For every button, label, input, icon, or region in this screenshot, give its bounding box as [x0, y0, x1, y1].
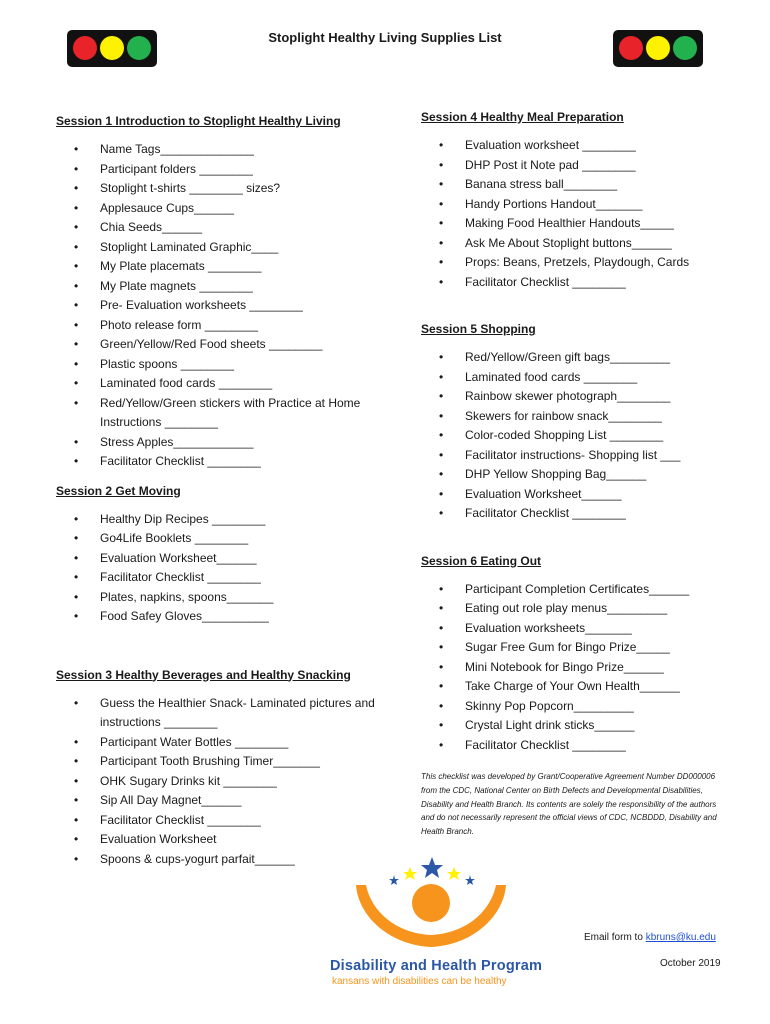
list-item: • Participant Water Bottles ________	[56, 733, 386, 753]
list-item: • Facilitator Checklist ________	[56, 452, 386, 472]
list-item: • Crystal Light drink sticks______	[421, 716, 741, 736]
list-item: • Banana stress ball________	[421, 175, 741, 195]
list-item: • Laminated food cards ________	[421, 368, 741, 388]
stoplight-icon-right	[613, 30, 703, 67]
supply-list	[421, 580, 741, 756]
logo-program-name: Disability and Health Program	[330, 958, 543, 974]
list-item: • Props: Beans, Pretzels, Playdough, Cards	[421, 253, 741, 273]
list-item: • Color-coded Shopping List ________	[421, 426, 741, 446]
list-item: • Handy Portions Handout_______	[421, 195, 741, 215]
session-6	[421, 554, 741, 756]
left-column	[56, 114, 386, 869]
list-item: • My Plate magnets ________	[56, 277, 386, 297]
list-item: • Laminated food cards ________	[56, 374, 386, 394]
email-line	[584, 932, 716, 943]
list-item: • Chia Seeds______	[56, 218, 386, 238]
list-item: • DHP Post it Note pad ________	[421, 156, 741, 176]
list-item: • Facilitator Checklist ________	[56, 568, 386, 588]
list-item: • Red/Yellow/Green gift bags_________	[421, 348, 741, 368]
red-light	[619, 36, 643, 60]
list-item: • Stoplight Laminated Graphic____	[56, 238, 386, 258]
list-item: • Sugar Free Gum for Bingo Prize_____	[421, 638, 741, 658]
list-item: • Making Food Healthier Handouts_____	[421, 214, 741, 234]
list-item: • Skewers for rainbow snack________	[421, 407, 741, 427]
list-item: • Guess the Healthier Snack- Laminated pictures and instructions ________	[56, 694, 386, 733]
supply-list	[56, 510, 386, 627]
list-item: • Evaluation Worksheet	[56, 830, 386, 850]
list-item: • Food Safey Gloves__________	[56, 607, 386, 627]
list-item: • Photo release form ________	[56, 316, 386, 336]
list-item: • Rainbow skewer photograph________	[421, 387, 741, 407]
session-4	[421, 110, 741, 292]
list-item: • Go4Life Booklets ________	[56, 529, 386, 549]
list-item: • Sip All Day Magnet______	[56, 791, 386, 811]
session-5	[421, 322, 741, 524]
list-item: • My Plate placemats ________	[56, 257, 386, 277]
list-item: • Facilitator Checklist ________	[421, 504, 741, 524]
list-item: • Facilitator Checklist ________	[421, 736, 741, 756]
list-item: • Healthy Dip Recipes ________	[56, 510, 386, 530]
list-item: • Evaluation Worksheet______	[421, 485, 741, 505]
list-item: • Skinny Pop Popcorn_________	[421, 697, 741, 717]
list-item: • Facilitator instructions- Shopping list ___	[421, 446, 741, 466]
list-item: • DHP Yellow Shopping Bag______	[421, 465, 741, 485]
session-2	[56, 484, 386, 627]
session-title: Session 4 Healthy Meal Preparation	[421, 110, 624, 124]
session-title: Session 6 Eating Out	[421, 553, 542, 568]
list-item: • Spoons & cups-yogurt parfait______	[56, 850, 386, 870]
list-item: • Plastic spoons ________	[56, 355, 386, 375]
list-item: • Green/Yellow/Red Food sheets ________	[56, 335, 386, 355]
session-3	[56, 668, 386, 870]
funding-disclaimer: This checklist was developed by Grant/Cooperative Agreement Number DD000006 from the CDC, National Center on Birth Defects and Developmental Disabilities, Disability and Health Branch. Its contents are solely the responsibility of the authors and do not necessarily represent the official views of CDC, NCBDDD, Disability and Health Branch.	[421, 772, 717, 837]
supply-list	[56, 140, 386, 472]
supply-list	[421, 348, 741, 524]
list-item: • Facilitator Checklist ________	[421, 273, 741, 293]
right-column	[421, 110, 741, 755]
list-item: • Applesauce Cups______	[56, 199, 386, 219]
email-prefix: Email form to	[584, 932, 646, 943]
supply-list	[421, 136, 741, 292]
list-item: • Participant Tooth Brushing Timer_______	[56, 752, 386, 772]
list-item: • Pre- Evaluation worksheets ________	[56, 296, 386, 316]
list-item: • Participant folders ________	[56, 160, 386, 180]
session-title: Session 1 Introduction to Stoplight Healthy Living	[56, 114, 341, 128]
list-item: • Evaluation worksheet ________	[421, 136, 741, 156]
list-item: • Facilitator Checklist ________	[56, 811, 386, 831]
session-1	[56, 114, 386, 472]
session-title: Session 3 Healthy Beverages and Healthy Snacking	[56, 667, 351, 682]
list-item: • OHK Sugary Drinks kit ________	[56, 772, 386, 792]
email-link[interactable]: kbruns@ku.edu	[645, 932, 716, 943]
list-item: • Stress Apples____________	[56, 433, 386, 453]
list-item: • Plates, napkins, spoons_______	[56, 588, 386, 608]
yellow-light	[646, 36, 670, 60]
list-item: • Take Charge of Your Own Health______	[421, 677, 741, 697]
list-item: • Name Tags______________	[56, 140, 386, 160]
list-item: • Participant Completion Certificates______	[421, 580, 741, 600]
list-item: • Evaluation Worksheet______	[56, 549, 386, 569]
list-item: • Evaluation worksheets_______	[421, 619, 741, 639]
list-item: • Mini Notebook for Bingo Prize______	[421, 658, 741, 678]
page-title: Stoplight Healthy Living Supplies List	[268, 30, 502, 45]
list-item: • Red/Yellow/Green stickers with Practice at Home Instructions ________	[56, 394, 386, 433]
supply-list	[56, 694, 386, 870]
session-title: Session 5 Shopping	[421, 322, 536, 336]
green-light	[673, 36, 697, 60]
list-item: • Ask Me About Stoplight buttons______	[421, 234, 741, 254]
document-date: October 2019	[660, 958, 721, 969]
list-item: • Stoplight t-shirts ________ sizes?	[56, 179, 386, 199]
logo-tagline: kansans with disabilities can be healthy	[332, 976, 507, 987]
session-title: Session 2 Get Moving	[56, 483, 181, 498]
list-item: • Eating out role play menus_________	[421, 599, 741, 619]
